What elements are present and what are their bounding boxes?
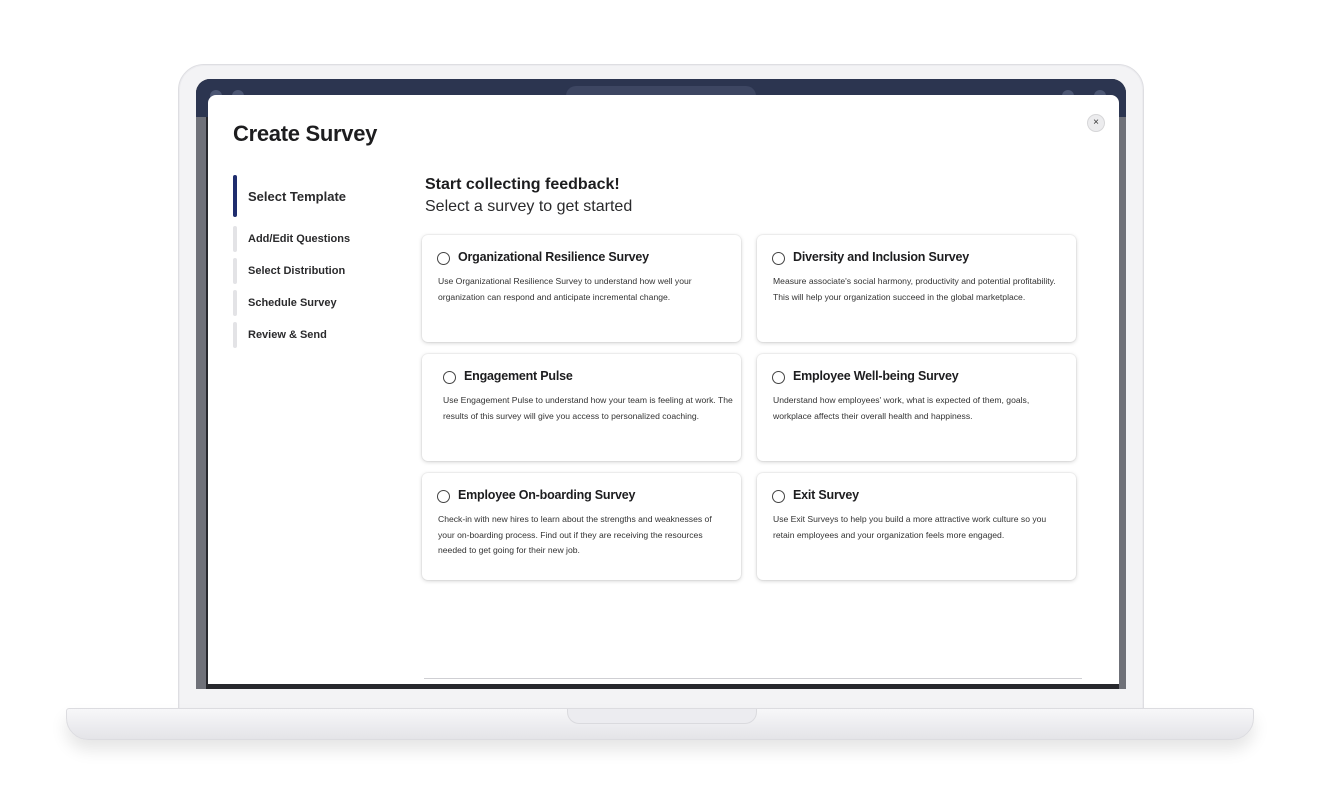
footer-divider [424, 678, 1082, 679]
card-title: Employee Well-being Survey [793, 369, 959, 383]
step-label: Schedule Survey [248, 297, 337, 309]
template-card-employee-well-being[interactable] [757, 354, 1076, 461]
laptop-notch [567, 709, 757, 724]
step-review-send[interactable] [233, 319, 403, 351]
modal-title: Create Survey [233, 121, 378, 146]
close-icon[interactable]: × [1087, 114, 1105, 132]
radio-button[interactable] [772, 490, 785, 503]
background-overlay-left [196, 117, 206, 689]
step-label: Add/Edit Questions [248, 233, 351, 245]
card-title: Exit Survey [793, 488, 859, 502]
background-overlay-right [1119, 117, 1126, 689]
create-survey-modal [208, 95, 1119, 684]
card-title: Engagement Pulse [464, 369, 573, 383]
radio-button[interactable] [772, 371, 785, 384]
template-card-exit-survey[interactable] [757, 473, 1076, 580]
intro-subtitle: Select a survey to get started [425, 198, 633, 215]
template-card-engagement-pulse[interactable] [422, 354, 741, 461]
template-card-diversity-inclusion[interactable] [757, 235, 1076, 342]
step-label: Review & Send [248, 329, 327, 341]
laptop-base [66, 708, 1254, 740]
step-select-distribution[interactable] [233, 255, 403, 287]
card-title: Diversity and Inclusion Survey [793, 250, 970, 264]
step-label: Select Template [248, 188, 347, 204]
template-card-employee-on-boarding[interactable] [422, 473, 741, 580]
radio-button[interactable] [443, 371, 456, 384]
intro-title: Start collecting feedback! [425, 176, 620, 193]
card-title: Employee On-boarding Survey [458, 488, 636, 502]
template-card-organizational-resilience[interactable] [422, 235, 741, 342]
step-label: Select Distribution [248, 265, 346, 277]
step-select-template[interactable] [233, 175, 403, 217]
card-description: Use Exit Surveys to help you build a more attractive work culture so you retain employees and your organization feels more engaged. [773, 514, 1047, 540]
wizard-steps [233, 175, 403, 351]
card-description: Measure associate's social harmony, productivity and potential profitability. This will help your organization succeed in the global marketplace. [773, 276, 1056, 302]
step-add-edit-questions[interactable] [233, 223, 403, 255]
radio-button[interactable] [437, 252, 450, 265]
radio-button[interactable] [772, 252, 785, 265]
step-schedule-survey[interactable] [233, 287, 403, 319]
card-description: Check-in with new hires to learn about the strengths and weaknesses of your on-boarding process. Find out if they are receiving the resources needed to get going for their new job. [438, 514, 712, 555]
card-description: Use Engagement Pulse to understand how your team is feeling at work. The results of this survey will give you access to personalized coaching. [443, 395, 733, 421]
card-title: Organizational Resilience Survey [458, 250, 649, 264]
card-description: Understand how employees' work, what is expected of them, goals, workplace affects their overall health and happiness. [773, 395, 1030, 421]
card-description: Use Organizational Resilience Survey to understand how well your organization can respond and anticipate incremental change. [438, 276, 692, 302]
radio-button[interactable] [437, 490, 450, 503]
